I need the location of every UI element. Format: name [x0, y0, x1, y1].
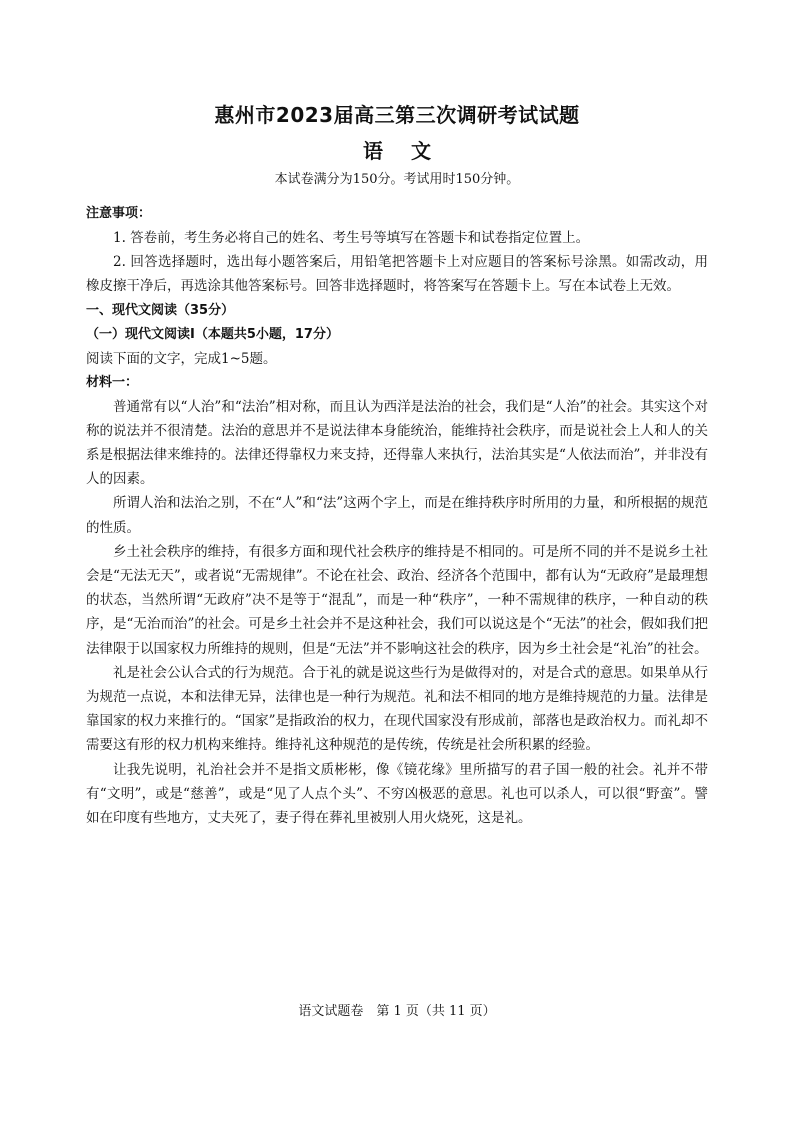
section-subheading: （一）现代文阅读Ⅰ（本题共5小题，17分）	[86, 326, 339, 342]
material-paragraph: 所谓人治和法治之别，不在“人”和“法”这两个字上，而是在维持秩序时所用的力量，和所根据的规范的性质。	[86, 495, 708, 536]
notice-item: 2. 回答选择题时，选出每小题答案后，用铅笔把答题卡上对应题目的答案标号涂黑。如需改动，用橡皮擦干净后，再选涂其他答案标号。回答非选择题时，将答案写在答题卡上。写在本试卷上无效。	[86, 254, 708, 295]
subject-title: 语文	[363, 139, 459, 163]
material-paragraph: 普通常有以“人治”和“法治”相对称，而且认为西洋是法治的社会，我们是“人治”的社会。其实这个对称的说法并不很清楚。法治的意思并不是说法律本身能统治，能维持社会秩序，而是说社会上人和人的关系是根据法律来维持的。法律还得靠权力来支持，还得靠人来执行，法治其实是“人依法而治”，并非没有人的因素。	[86, 398, 708, 488]
notice-item: 1. 答卷前，考生务必将自己的姓名、考生号等填写在答题卡和试卷指定位置上。	[113, 230, 590, 246]
reading-instruction: 阅读下面的文字，完成1~5题。	[86, 350, 277, 367]
exam-page	[86, 100, 708, 830]
notice-heading: 注意事项：	[86, 206, 152, 221]
material-paragraph: 礼是社会公认合式的行为规范。合于礼的就是说这些行为是做得对的，对是合式的意思。如果单从行为规范一点说，本和法律无异，法律也是一种行为规范。礼和法不相同的地方是维持规范的力量。法律是靠国家的权力来推行的。“国家”是指政治的权力，在现代国家没有形成前，部落也是政治权力。而礼却不需要这有形的权力机构来维持。维持礼这种规范的是传统，传统是社会所积累的经验。	[86, 664, 708, 754]
section-heading: 一、现代文阅读（35分）	[86, 302, 235, 318]
material-label: 材料一：	[86, 374, 139, 390]
exam-info: 本试卷满分为150分。考试用时150分钟。	[274, 172, 520, 187]
material-paragraph: 让我先说明，礼治社会并不是指文质彬彬，像《镜花缘》里所描写的君子国一般的社会。礼并不带有“文明”，或是“慈善”，或是“见了人点个头”、不穷凶极恶的意思。礼也可以杀人，可以很“野蛮”。譬如在印度有些地方，丈夫死了，妻子得在葬礼里被别人用火烧死，这是礼。	[86, 761, 708, 827]
material-paragraph: 乡土社会秩序的维持，有很多方面和现代社会秩序的维持是不相同的。可是所不同的并不是说乡土社会是“无法无天”，或者说“无需规律”。不论在社会、政治、经济各个范围中，都有认为“无政府”是最理想的状态，当然所谓“无政府”决不是等于“混乱”，而是一种“秩序”，一种不需规律的秩序，一种自动的秩序，是“无治而治”的社会。可是乡土社会并不是这种社会，我们可以说这是个“无法”的社会，假如我们把法律限于以国家权力所维持的规则，但是“无法”并不影响这社会的秩序，因为乡土社会是“礼治”的社会。	[86, 543, 708, 657]
exam-title: 惠州市2023届高三第三次调研考试试题	[214, 103, 580, 127]
page-footer: 语文试题卷 第 1 页（共 11 页）	[298, 1004, 496, 1019]
